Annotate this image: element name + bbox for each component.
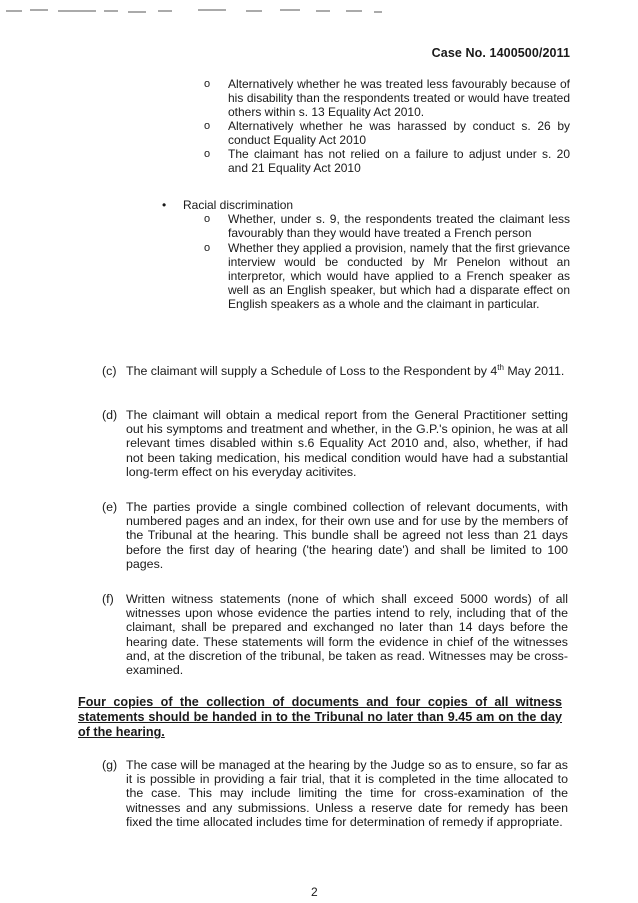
bullet-item	[162, 198, 570, 212]
paragraph-label: (d)	[102, 408, 118, 422]
page-number: 2	[311, 885, 318, 899]
paragraph-label: (e)	[102, 500, 118, 514]
bold-underlined-notice: Four copies of the collection of documents and four copies of all witness statements should be handed in to the Tribunal no later than 9.45 am on the day of the hearing.	[78, 695, 562, 739]
list-item	[204, 212, 570, 240]
paragraph-text: Written witness statements (none of which shall exceed 5000 words) of all witnesses upon whose evidence the parties intend to rely, including that of the claimant, shall be prepared and exchanged no later than 14 days before the hearing date. These statements will form the evidence in chief of the witnesses and, at the discretion of the tribunal, be taken as read. Witnesses may be cross-examined.	[126, 592, 568, 678]
list-item-text: Whether they applied a provision, namely that the first grievance interview would be conducted by Mr Penelon without an interpretor, which would have applied to a French speaker as well as an English speaker, but which had a disparate effect on English speakers as a whole and the claimant in particular.	[228, 241, 570, 311]
paragraph-text: The case will be managed at the hearing by the Judge so as to ensure, so far as it is possible in providing a fair trial, that it is completed in the time allocated to the case. This may include limiting the time for cross-examination of the witnesses and any submissions. Unless a reserve date for remedy has been fixed the time allocated includes time for determination of remedy if appropriate.	[126, 758, 568, 829]
racial-items	[204, 212, 570, 311]
list-item-text: Whether, under s. 9, the respondents treated the claimant less favourably than they would have treated a French person	[228, 212, 570, 240]
section-heading: Racial discrimination	[183, 198, 294, 212]
disability-items	[204, 77, 570, 175]
sub-bullet-marker: o	[204, 213, 211, 225]
sub-bullet-marker: o	[204, 242, 211, 254]
list-item-text: Alternatively whether he was treated less favourably because of his disability than the respondents treated or would have treated others within s. 13 Equality Act 2010.	[228, 77, 570, 119]
paragraph-text: The parties provide a single combined collection of relevant documents, with numbered pages and an index, for their own use and for use by the members of the Tribunal at the hearing. This bundle shall be agreed not less than 21 days before the first day of hearing ('the hearing date') and shall be limited to 100 pages.	[126, 500, 568, 571]
list-item	[204, 77, 570, 119]
list-item	[204, 147, 570, 175]
paragraph-text: The claimant will supply a Schedule of Loss to the Respondent by 4th May 2011.	[126, 362, 565, 378]
list-item-text: Alternatively whether he was harassed by conduct s. 26 by conduct Equality Act 2010	[228, 119, 570, 147]
paragraph-label: (c)	[102, 364, 117, 378]
scan-artifact-lines	[0, 0, 638, 20]
bullet-marker: •	[162, 198, 167, 212]
paragraph-e	[102, 500, 568, 571]
list-item-text: The claimant has not relied on a failure to adjust under s. 20 and 21 Equality Act 2010	[228, 147, 570, 175]
paragraph-label: (g)	[102, 758, 118, 772]
sub-bullet-marker: o	[204, 78, 211, 90]
racial-discrimination-section	[162, 198, 570, 311]
paragraph-c	[102, 364, 568, 378]
list-item	[204, 119, 570, 147]
paragraph-label: (f)	[102, 592, 114, 606]
paragraph-d	[102, 408, 568, 479]
paragraph-text: The claimant will obtain a medical report from the General Practitioner setting out his symptoms and treatment and whether, in the G.P.'s opinion, he was at all relevant times disabled within s.6 Equality Act 2010 and, also, whether, if had not been taking medication, his medical condition would have had a substantial long-term effect on his everyday acitivites.	[126, 408, 568, 479]
paragraph-g	[102, 758, 568, 829]
sub-bullet-marker: o	[204, 148, 211, 160]
list-item	[204, 241, 570, 311]
sub-bullet-marker: o	[204, 120, 211, 132]
paragraph-f	[102, 592, 568, 677]
case-number: Case No. 1400500/2011	[431, 46, 570, 60]
